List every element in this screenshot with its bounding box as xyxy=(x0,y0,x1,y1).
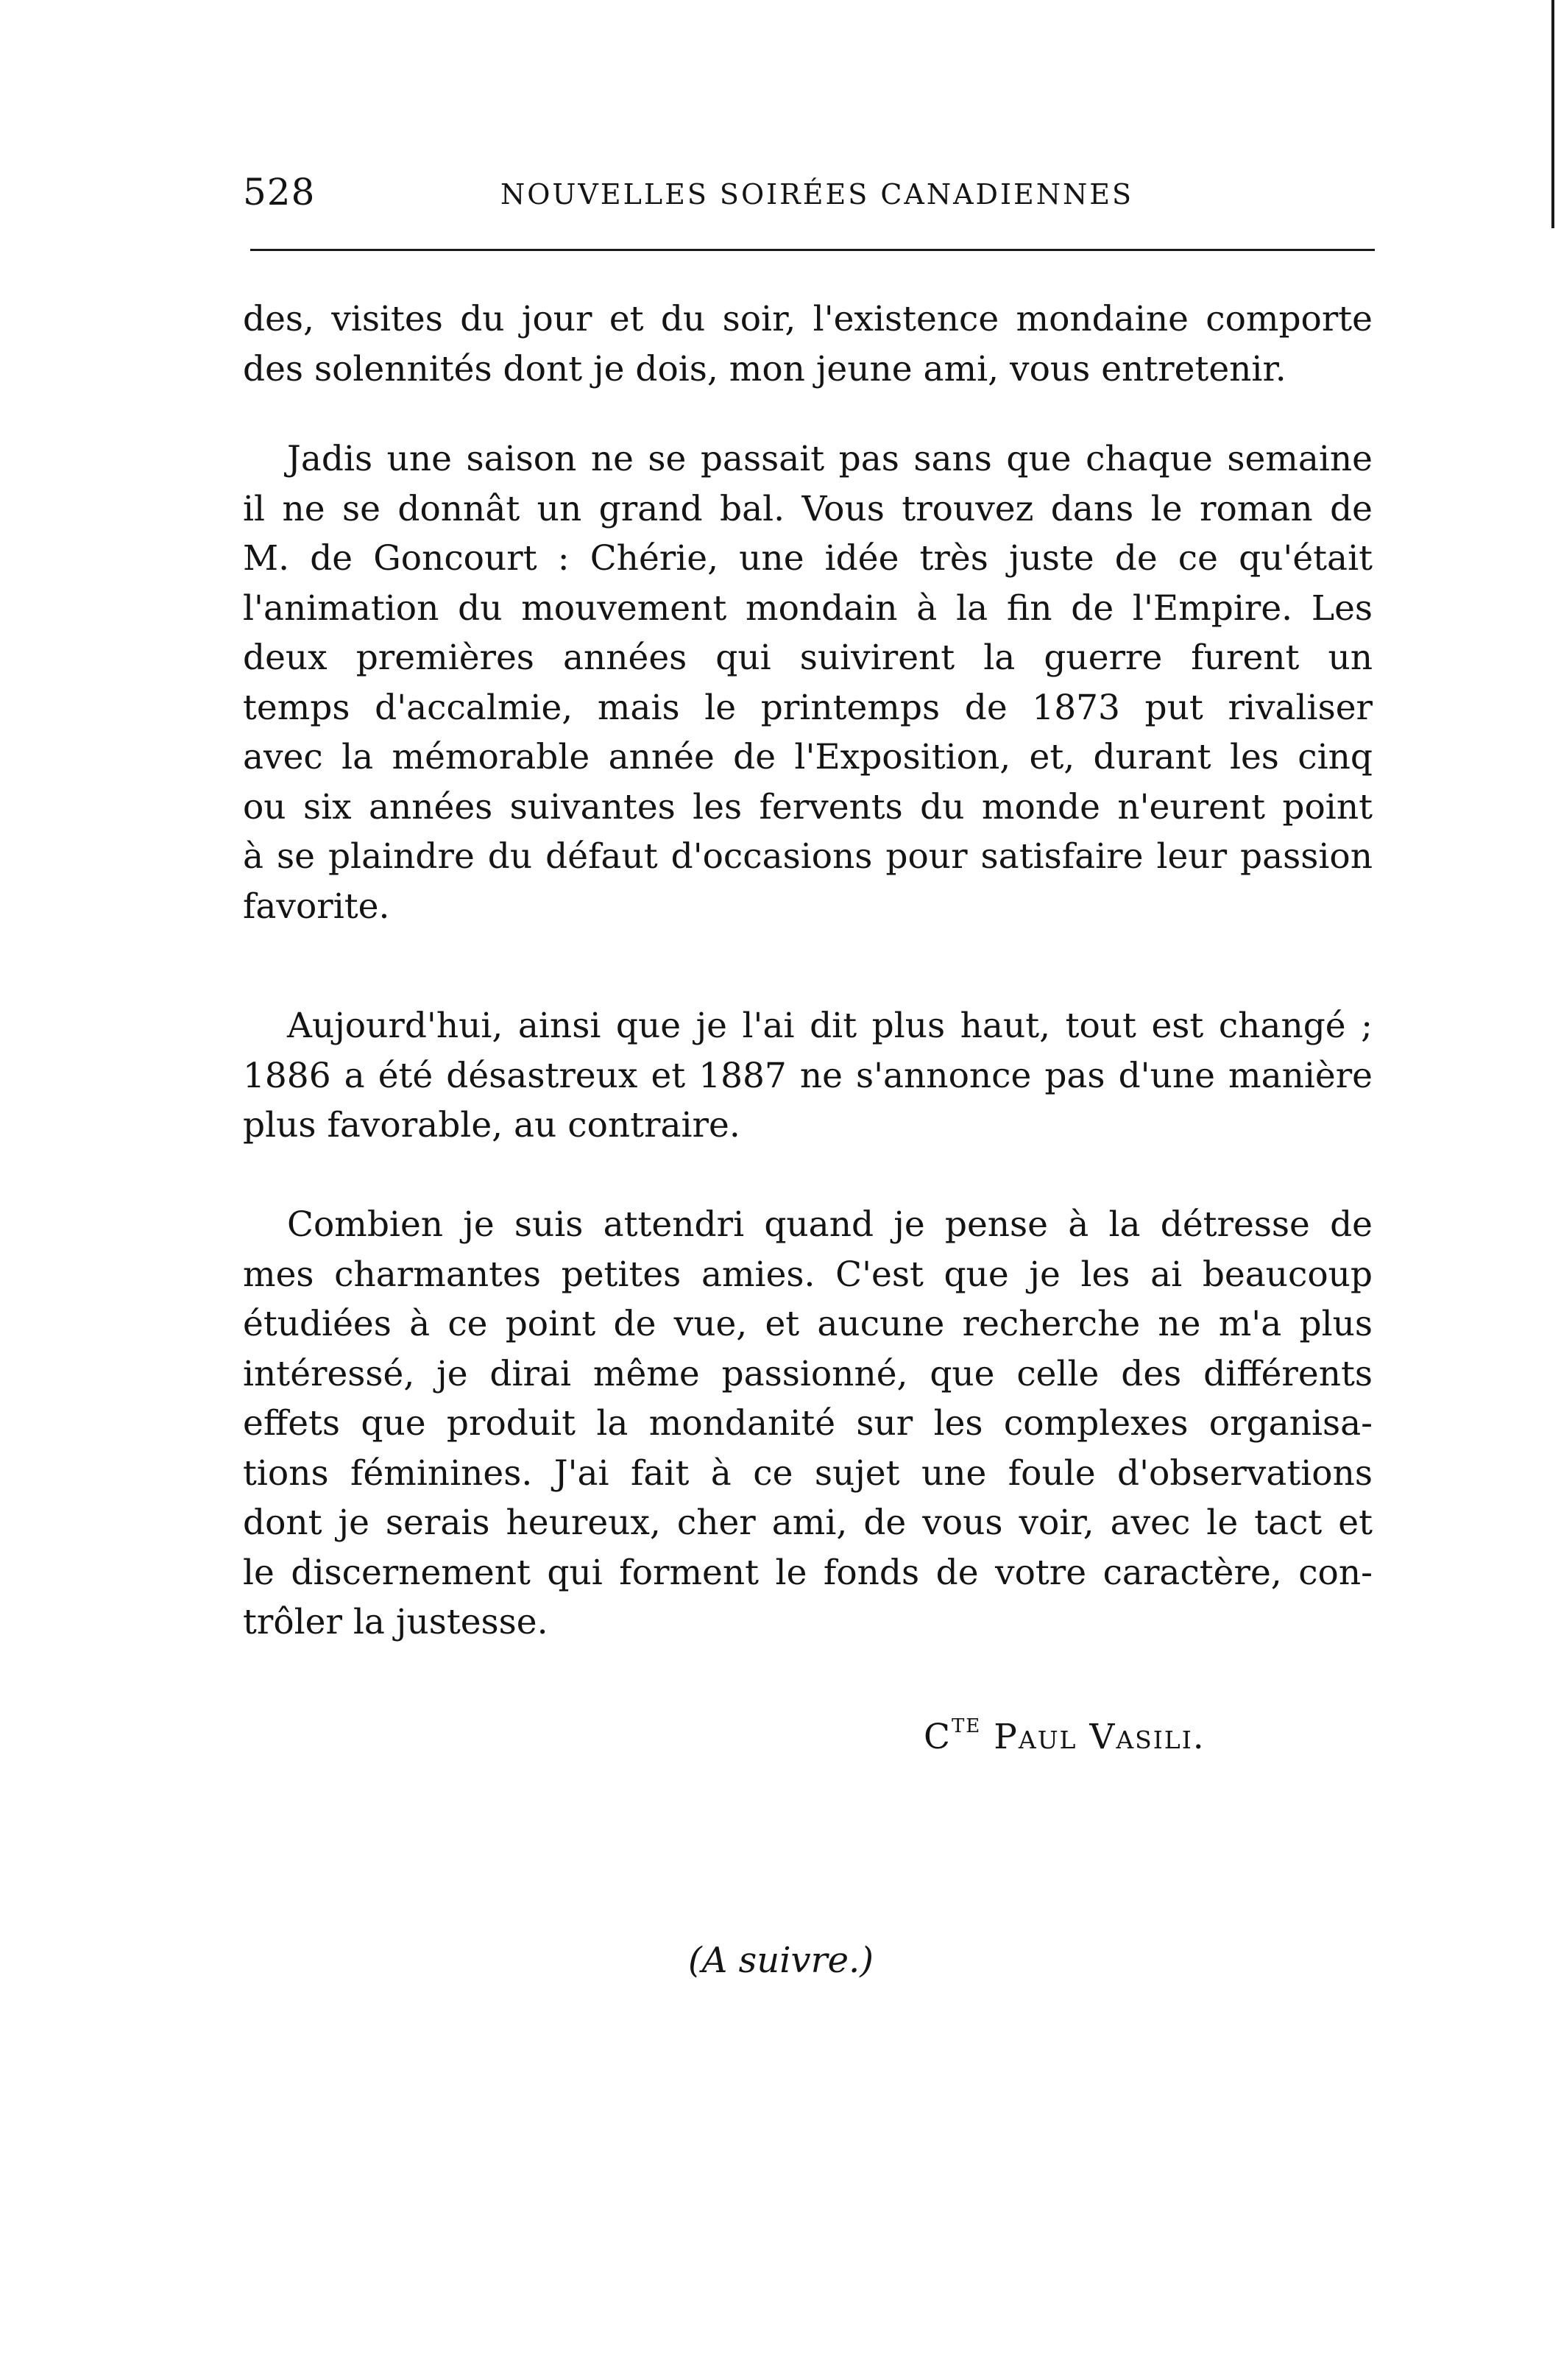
text-line: mes charmantes petites amies. C'est que je les ai beaucoup xyxy=(243,1254,1373,1295)
text-line: dont je serais heureux, cher ami, de vous voir, avec le tact et xyxy=(243,1502,1373,1543)
paragraph-2 xyxy=(243,434,1373,931)
signature-first-name: Paul xyxy=(994,1717,1077,1757)
paragraph-1 xyxy=(243,294,1373,394)
header-rule xyxy=(250,249,1375,251)
text-line: deux premières années qui suivirent la guerre furent un xyxy=(243,638,1373,678)
text-line: favorite. xyxy=(243,886,390,927)
text-line: intéressé, je dirai même passionné, que celle des différents xyxy=(243,1353,1373,1394)
running-title: NOUVELLES SOIRÉES CANADIENNES xyxy=(500,178,1134,211)
text-line: effets que produit la mondanité sur les complexes organisa- xyxy=(243,1403,1373,1444)
page-edge-line xyxy=(1551,0,1554,228)
paragraph-4 xyxy=(243,1200,1373,1648)
text-line: Jadis une saison ne se passait pas sans que chaque semaine xyxy=(287,439,1373,479)
text-line: trôler la justesse. xyxy=(243,1602,548,1642)
continued-note: (A suivre.) xyxy=(688,1940,874,1981)
text-line: Combien je suis attendri quand je pense à la détresse de xyxy=(287,1204,1373,1245)
text-line: des, visites du jour et du soir, l'existence mondaine comporte xyxy=(243,299,1373,339)
text-line: 1886 a été désastreux et 1887 ne s'annonce pas d'une manière xyxy=(243,1055,1373,1096)
text-line: étudiées à ce point de vue, et aucune recherche ne m'a plus xyxy=(243,1304,1373,1344)
text-line: Aujourd'hui, ainsi que je l'ai dit plus haut, tout est changé ; xyxy=(287,1006,1373,1046)
page-header xyxy=(243,171,1376,222)
page-number: 528 xyxy=(243,171,316,213)
signature-title-initial: C xyxy=(924,1717,952,1757)
text-line: le discernement qui forment le fonds de votre caractère, con- xyxy=(243,1552,1373,1593)
text-line: des solennités dont je dois, mon jeune ami, vous entretenir. xyxy=(243,348,1286,389)
text-line: tions féminines. J'ai fait à ce sujet une foule d'observations xyxy=(243,1452,1373,1494)
text-line: l'animation du mouvement mondain à la fin de l'Empire. Les xyxy=(243,587,1373,629)
text-line: à se plaindre du défaut d'occasions pour satisfaire leur passion xyxy=(243,836,1373,877)
text-line: temps d'accalmie, mais le printemps de 1873 put rivaliser xyxy=(243,687,1373,728)
text-line: il ne se donnât un grand bal. Vous trouvez dans le roman de xyxy=(243,488,1373,529)
text-line: avec la mémorable année de l'Exposition, et, durant les cinq xyxy=(243,737,1373,777)
text-line: plus favorable, au contraire. xyxy=(243,1105,740,1145)
text-line: M. de Goncourt : Chérie, une idée très juste de ce qu'était xyxy=(243,538,1373,579)
text-line: ou six années suivantes les fervents du monde n'eurent point xyxy=(243,786,1373,827)
signature-title-superscript: TE xyxy=(951,1715,982,1737)
paragraph-3 xyxy=(243,1001,1373,1151)
signature-last-name: Vasili. xyxy=(1089,1717,1206,1757)
author-signature xyxy=(924,1715,1206,1757)
